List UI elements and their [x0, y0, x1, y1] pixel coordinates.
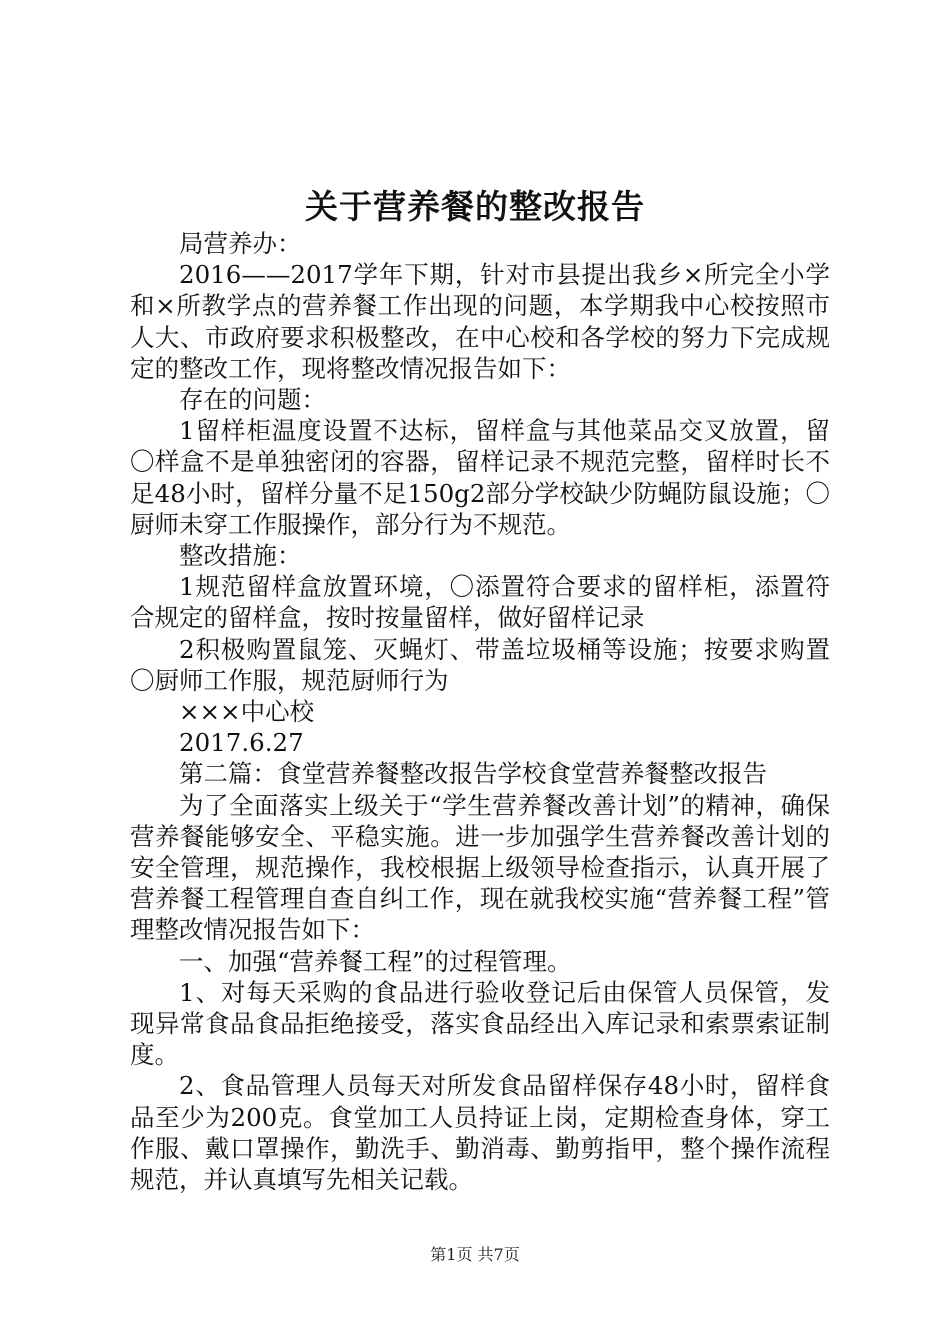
signature: ×××中心校 — [179, 697, 315, 727]
page-number: 第1页 共7页 — [430, 1245, 520, 1264]
document-title: 关于营养餐的整改报告 — [305, 187, 645, 226]
date-line: 2017.6.27 — [179, 728, 304, 758]
section-heading: 存在的问题： — [179, 385, 326, 415]
section-heading: 整改措施： — [179, 541, 302, 571]
document-body — [130, 228, 830, 1195]
second-article-heading: 第二篇：食堂营养餐整改报告学校食堂营养餐整改报告 — [179, 759, 767, 789]
body-paragraph: 1、对每天采购的食品进行验收登记后由保管人员保管，发现异常食品食品拒绝接受，落实食品经出入库记录和索票索证制度。 — [130, 977, 830, 1070]
body-paragraph: 2积极购置鼠笼、灭蝇灯、带盖垃圾桶等设施；按要求购置〇厨师工作服，规范厨师行为 — [130, 634, 830, 695]
body-paragraph: 为了全面落实上级关于“学生营养餐改善计划”的精神，确保营养餐能够安全、平稳实施。进一步加强学生营养餐改善计划的安全管理，规范操作，我校根据上级领导检查指示，认真开展了营养餐工程管理自查自纠工作，现在就我校实施“营养餐工程”管理整改情况报告如下： — [130, 790, 830, 945]
body-paragraph: 1留样柜温度设置不达标，留样盒与其他菜品交叉放置，留〇样盒不是单独密闭的容器，留样记录不规范完整，留样时长不足48小时，留样分量不足150g2部分学校缺少防蝇防鼠设施；〇厨师未穿工作服操作，部分行为不规范。 — [130, 416, 830, 539]
body-paragraph: 2、食品管理人员每天对所发食品留样保存48小时，留样食品至少为200克。食堂加工人员持证上岗，定期检查身体，穿工作服、戴口罩操作，勤洗手、勤消毒、勤剪指甲，整个操作流程规范，并认真填写先相关记载。 — [130, 1071, 830, 1195]
section-heading: 一、加强“营养餐工程”的过程管理。 — [179, 946, 572, 976]
body-paragraph: 1规范留样盒放置环境，〇添置符合要求的留样柜，添置符合规定的留样盒，按时按量留样，做好留样记录 — [130, 572, 830, 633]
body-paragraph: 2016——2017学年下期，针对市县提出我乡×所完全小学和×所教学点的营养餐工作出现的问题，本学期我中心校按照市人大、市政府要求积极整改，在中心校和各学校的努力下完成规定的整改工作，现将整改情况报告如下： — [130, 260, 830, 383]
salutation: 局营养办： — [179, 229, 302, 258]
